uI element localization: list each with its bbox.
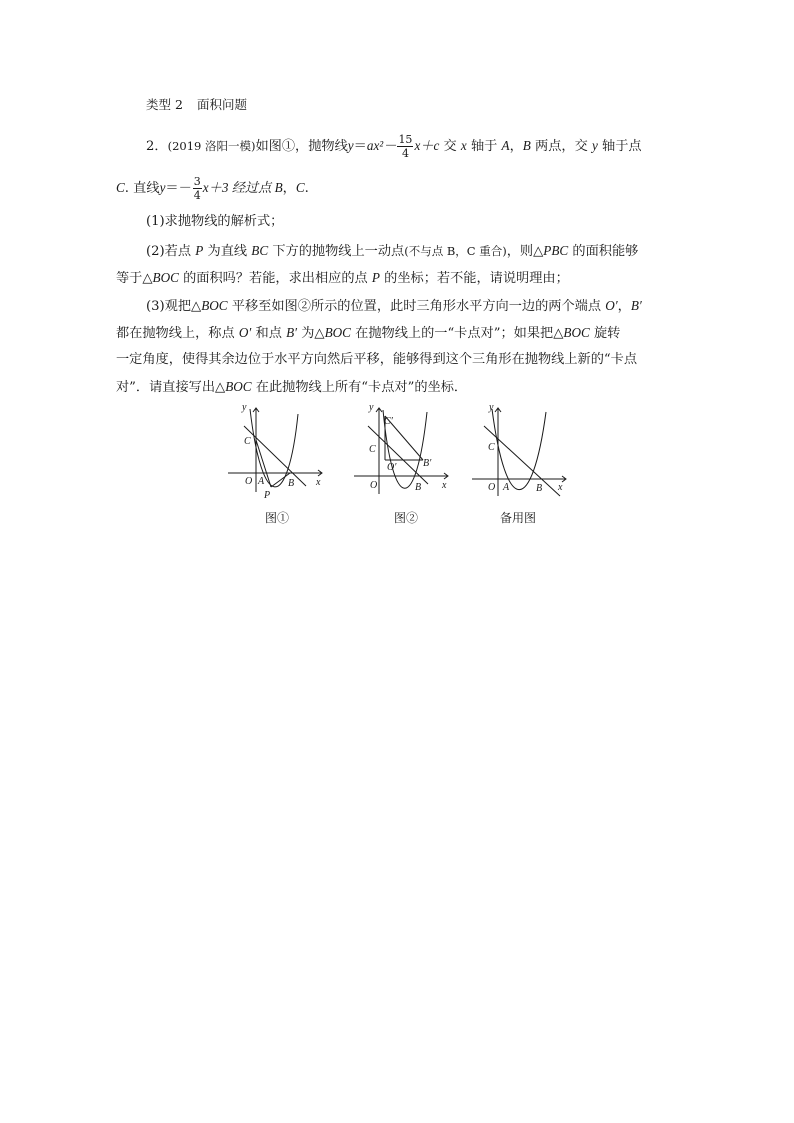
- math-term: ax²－: [366, 138, 397, 153]
- label-c: C: [488, 442, 495, 453]
- label-x: x: [558, 482, 563, 493]
- math-var: C: [116, 180, 125, 195]
- figure-2-caption: 图②: [393, 511, 419, 525]
- problem-text: 的坐标；若不能，请说明理由；: [379, 271, 569, 286]
- problem-text: (3)观把△: [146, 299, 202, 314]
- label-o: O: [245, 476, 253, 487]
- math-var: PBC: [543, 243, 569, 258]
- label-p: P: [264, 490, 271, 501]
- problem-text: 对”．请直接写出△: [116, 380, 226, 395]
- question-3-line-1: [146, 296, 642, 317]
- math-var: x: [460, 138, 467, 153]
- problem-text: 轴于: [466, 139, 502, 154]
- problem-note: (不与点 B，C 重合): [404, 244, 507, 258]
- figure-3: [466, 402, 576, 532]
- math-var: O′: [605, 298, 618, 313]
- math-var: B: [274, 180, 283, 195]
- problem-text: 下方的抛物线上一动点: [268, 244, 405, 259]
- problem-text: 如图①，抛物线: [255, 139, 348, 154]
- label-y: y: [242, 402, 247, 413]
- label-b: B: [536, 483, 543, 494]
- fraction-3-4: [193, 175, 202, 202]
- question-3-line-2: [116, 323, 620, 344]
- label-o-prime: O′: [387, 462, 397, 473]
- math-var: y: [347, 138, 354, 153]
- problem-text: 等于△: [116, 271, 153, 286]
- problem-text: 和点: [251, 326, 287, 341]
- question-2-line-1: [146, 241, 638, 262]
- label-c: C: [244, 436, 251, 447]
- label-a: A: [258, 476, 265, 487]
- math-var: B′: [630, 298, 642, 313]
- question-1: (1)求抛物线的解析式；: [146, 214, 284, 229]
- section-heading: [146, 95, 247, 113]
- math-var: BC: [251, 243, 269, 258]
- label-a: A: [503, 482, 510, 493]
- problem-line-1: [146, 133, 642, 160]
- fraction-denominator: 4: [401, 147, 409, 160]
- math-op: ＝: [353, 139, 367, 154]
- math-term: x＋3 经过点: [202, 180, 275, 195]
- problem-text: .: [304, 181, 309, 196]
- problem-text: 平移至如图②所示的位置，此时三角形水平方向一边的两个端点: [227, 299, 606, 314]
- math-var: P: [195, 243, 204, 258]
- fraction-numerator: 3: [193, 175, 201, 188]
- label-b: B: [288, 478, 295, 489]
- figure-2: [348, 402, 458, 532]
- math-var: y: [592, 138, 598, 153]
- problem-text: 都在抛物线上，称点: [116, 326, 239, 341]
- math-var: B′: [286, 325, 298, 340]
- problem-text: ，: [617, 299, 631, 314]
- label-x: x: [442, 480, 447, 491]
- question-3-line-4: [116, 377, 467, 398]
- math-var: BOC: [152, 270, 179, 285]
- math-var: y: [159, 180, 166, 195]
- problem-text: 旋转: [589, 326, 621, 341]
- problem-text: ，则△: [506, 244, 544, 259]
- problem-text: 轴于点: [597, 139, 642, 154]
- fraction-denominator: 4: [193, 189, 201, 202]
- math-var: A: [501, 138, 510, 153]
- label-x: x: [316, 477, 321, 488]
- line-bc: [484, 426, 560, 496]
- parabola: [492, 409, 546, 490]
- label-b: B: [415, 482, 422, 493]
- problem-text: ，: [282, 181, 296, 196]
- math-var: C: [295, 180, 305, 195]
- label-c-prime: C′: [384, 416, 393, 427]
- figure-3-caption: 备用图: [499, 511, 537, 525]
- problem-source: (2019 洛阳一模): [167, 139, 256, 153]
- section-title: 面积问题: [196, 97, 247, 112]
- math-var: P: [371, 270, 380, 285]
- problem-text: ，: [509, 139, 523, 154]
- label-b-prime: B′: [423, 458, 432, 469]
- label-y: y: [369, 402, 374, 413]
- section-label: 类型 2: [146, 97, 183, 112]
- math-var: BOC: [225, 379, 252, 394]
- problem-text: 为直线: [203, 244, 252, 259]
- label-c: C: [369, 444, 376, 455]
- problem-text: . 直线: [124, 181, 160, 196]
- problem-text: 的面积吗？若能，求出相应的点: [178, 271, 372, 286]
- problem-text: 在此抛物线上所有“卡点对”的坐标．: [251, 380, 468, 395]
- figure-1-caption: 图①: [264, 511, 290, 525]
- question-3-line-3: 一定角度，使得其余边位于水平方向然后平移，能够得到这个三角形在抛物线上新的“卡点: [116, 352, 638, 367]
- label-o: O: [488, 482, 496, 493]
- math-var: B: [522, 138, 531, 153]
- fraction-numerator: 15: [398, 133, 413, 146]
- problem-text: 在抛物线上的一“卡点对”；如果把△: [350, 326, 564, 341]
- problem-text: 为△: [297, 326, 325, 341]
- problem-text: 两点，交: [530, 139, 592, 154]
- fraction-15-4: [397, 133, 413, 160]
- label-y: y: [489, 402, 494, 413]
- problem-text: 交: [439, 139, 461, 154]
- problem-line-2: [116, 175, 309, 202]
- figure-1: [222, 402, 332, 532]
- math-var: BOC: [201, 298, 228, 313]
- problem-text: 的面积能够: [568, 244, 639, 259]
- label-o: O: [370, 480, 378, 491]
- math-term: x＋c: [414, 138, 440, 153]
- problem-text: (2)若点: [146, 244, 196, 259]
- math-var: O′: [238, 325, 252, 340]
- question-2-line-2: [116, 268, 569, 289]
- math-var: BOC: [324, 325, 351, 340]
- problem-number: 2．: [146, 139, 168, 154]
- math-op: ＝－: [165, 181, 192, 196]
- math-var: BOC: [563, 325, 590, 340]
